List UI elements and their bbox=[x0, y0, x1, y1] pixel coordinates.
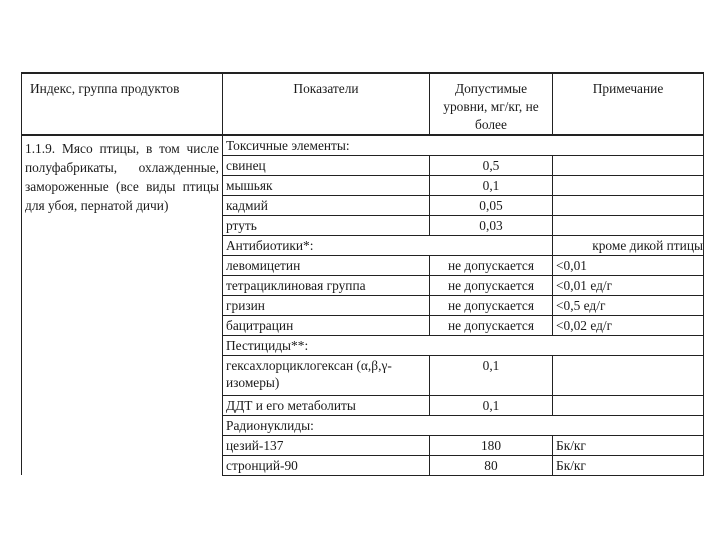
header-index-group: Индекс, группа продуктов bbox=[22, 73, 223, 135]
section-title-antibiotics: Антибиотики*: bbox=[223, 235, 553, 255]
note-value bbox=[553, 175, 704, 195]
note-value: <0,01 bbox=[553, 255, 704, 275]
indicator-name: гризин bbox=[223, 295, 430, 315]
standards-table bbox=[21, 72, 704, 476]
permissible-value: 0,5 bbox=[430, 155, 553, 175]
permissible-value: не допускается bbox=[430, 315, 553, 335]
note-value bbox=[553, 215, 704, 235]
permissible-value: не допускается bbox=[430, 255, 553, 275]
product-group-cell: 1.1.9. Мясо птицы, в том числе полуфабрикаты, охлажденные, замороженные (все виды птицы для убоя, пернатой дичи) bbox=[22, 135, 223, 475]
indicator-name: кадмий bbox=[223, 195, 430, 215]
permissible-value: 80 bbox=[430, 455, 553, 475]
section-row-toxic bbox=[22, 135, 704, 155]
permissible-value: не допускается bbox=[430, 295, 553, 315]
header-note: Примечание bbox=[553, 73, 704, 135]
indicator-name: тетрациклиновая группа bbox=[223, 275, 430, 295]
note-value: Бк/кг bbox=[553, 435, 704, 455]
note-value: <0,02 ед/г bbox=[553, 315, 704, 335]
permissible-value: 0,03 bbox=[430, 215, 553, 235]
indicator-name: ДДТ и его метаболиты bbox=[223, 395, 430, 415]
permissible-value: 0,1 bbox=[430, 355, 553, 395]
note-value bbox=[553, 395, 704, 415]
permissible-value: 180 bbox=[430, 435, 553, 455]
indicator-name: цезий-137 bbox=[223, 435, 430, 455]
indicator-name: ртуть bbox=[223, 215, 430, 235]
header-row bbox=[22, 73, 704, 135]
indicator-name: свинец bbox=[223, 155, 430, 175]
indicator-name: бацитрацин bbox=[223, 315, 430, 335]
indicator-name: стронций-90 bbox=[223, 455, 430, 475]
note-value bbox=[553, 355, 704, 395]
header-indicators: Показатели bbox=[223, 73, 430, 135]
note-value bbox=[553, 195, 704, 215]
permissible-value: не допускается bbox=[430, 275, 553, 295]
note-value: Бк/кг bbox=[553, 455, 704, 475]
header-permissible-levels: Допустимые уровни, мг/кг, не более bbox=[430, 73, 553, 135]
indicator-name: левомицетин bbox=[223, 255, 430, 275]
permissible-value: 0,1 bbox=[430, 395, 553, 415]
section-title-pesticides: Пестициды**: bbox=[223, 335, 704, 355]
note-value: <0,01 ед/г bbox=[553, 275, 704, 295]
note-value: <0,5 ед/г bbox=[553, 295, 704, 315]
section-note-antibiotics: кроме дикой птицы bbox=[553, 235, 704, 255]
indicator-name: мышьяк bbox=[223, 175, 430, 195]
note-value bbox=[553, 155, 704, 175]
permissible-value: 0,1 bbox=[430, 175, 553, 195]
indicator-name: гексахлорциклогексан (α,β,γ-изомеры) bbox=[223, 355, 430, 395]
permissible-value: 0,05 bbox=[430, 195, 553, 215]
section-title-radionuclides: Радионуклиды: bbox=[223, 415, 704, 435]
section-title-toxic: Токсичные элементы: bbox=[223, 135, 704, 155]
